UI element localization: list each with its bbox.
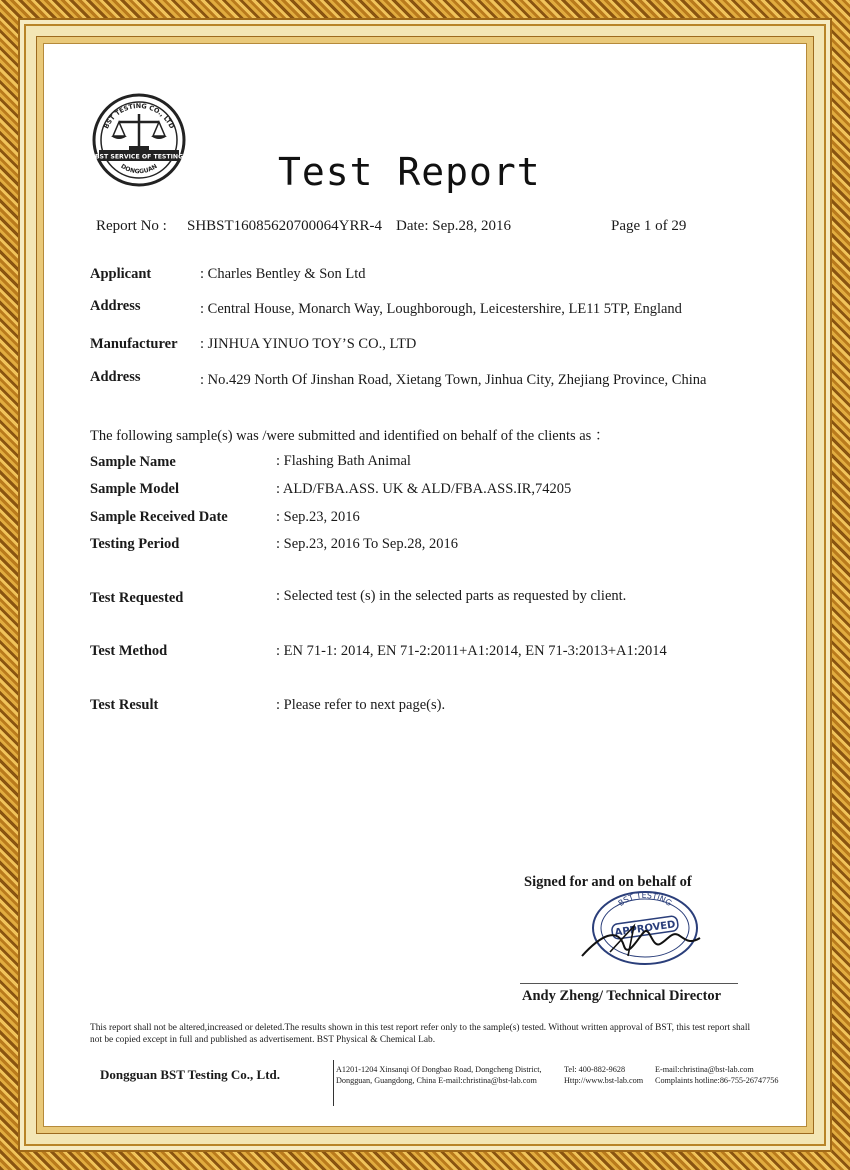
- stamp-arc-text: BST TESTING: [616, 890, 674, 908]
- page-title: Test Report: [278, 150, 541, 194]
- signature-line: [520, 983, 738, 984]
- footer-complaints: Complaints hotline:86-755-26747756: [655, 1076, 779, 1085]
- manufacturer-address-value: : No.429 North Of Jinshan Road, Xietang Town, Jinhua City, Zhejiang Province, China: [200, 372, 707, 388]
- footer-address-line1: A1201-1204 Xinsanqi Of Dongbao Road, Dongcheng District,: [336, 1065, 542, 1074]
- footer-address-line2: Dongguan, Guangdong, China E-mail:christina@bst-lab.com: [336, 1076, 537, 1085]
- test-requested-value: : Selected test (s) in the selected parts as requested by client.: [276, 588, 627, 604]
- signatory-name: Andy Zheng/ Technical Director: [522, 988, 722, 1004]
- sample-model-label: Sample Model: [90, 481, 180, 497]
- svg-text:BST TESTING: [617, 891, 674, 908]
- manufacturer-address-label: Address: [90, 369, 141, 385]
- test-method-label: Test Method: [90, 643, 168, 659]
- received-date-value: : Sep.23, 2016: [276, 509, 360, 525]
- seal-text-top: BST TESTING CO., LTD: [102, 101, 176, 130]
- report-no: SHBST16085620700064YRR-4: [187, 218, 383, 234]
- footer-divider: [333, 1060, 334, 1106]
- stamp-approved-text: APPROVED: [614, 919, 677, 939]
- testing-period-value: : Sep.23, 2016 To Sep.28, 2016: [276, 536, 458, 552]
- sample-name-label: Sample Name: [90, 454, 176, 470]
- footer-web: Http://www.bst-lab.com: [564, 1076, 644, 1085]
- manufacturer-label: Manufacturer: [90, 336, 178, 352]
- sample-model-value: : ALD/FBA.ASS. UK & ALD/FBA.ASS.IR,74205: [276, 481, 572, 497]
- footer-email: E-mail:christina@bst-lab.com: [655, 1065, 754, 1074]
- testing-period-label: Testing Period: [90, 536, 180, 552]
- received-date-label: Sample Received Date: [90, 509, 228, 525]
- applicant-label: Applicant: [90, 266, 152, 282]
- seal-banner-text: BST SERVICE OF TESTING: [94, 153, 184, 161]
- sample-name-value: : Flashing Bath Animal: [276, 453, 411, 469]
- footer-tel: Tel: 400-882-9628: [564, 1065, 626, 1074]
- report-date: Date: Sep.28, 2016: [396, 218, 511, 234]
- test-requested-label: Test Requested: [90, 590, 184, 606]
- report-no-label: Report No :: [96, 218, 167, 234]
- certificate-paper: [44, 44, 806, 1126]
- signed-for-label: Signed for and on behalf of: [524, 874, 692, 890]
- test-method-value: : EN 71-1: 2014, EN 71-2:2011+A1:2014, EN 71-3:2013+A1:2014: [276, 643, 667, 659]
- manufacturer-value: : JINHUA YINUO TOY’S CO., LTD: [200, 336, 417, 352]
- approved-stamp-signature: [580, 886, 710, 968]
- applicant-address-label: Address: [90, 298, 141, 314]
- scales-of-justice-seal-icon: [91, 92, 187, 188]
- test-result-value: : Please refer to next page(s).: [276, 697, 446, 713]
- intro-text: The following sample(s) was /were submitted and identified on behalf of the clients as ：: [90, 428, 610, 444]
- applicant-value: : Charles Bentley & Son Ltd: [200, 266, 366, 282]
- test-result-label: Test Result: [90, 697, 159, 713]
- disclaimer-text: This report shall not be altered,increased or deleted.The results shown in this test report refer only to the sample(s) tested. Without written approval of BST, this test report shall not be copied except in full and published as advertisement. BST Physical & Chemical Lab.: [90, 1023, 751, 1045]
- page-number: Page 1 of 29: [611, 218, 687, 234]
- applicant-address-value: : Central House, Monarch Way, Loughborough, Leicestershire, LE11 5TP, England: [200, 301, 682, 317]
- seal-text-bottom: DONGGUAN: [119, 162, 159, 176]
- footer-company: Dongguan BST Testing Co., Ltd.: [100, 1067, 281, 1082]
